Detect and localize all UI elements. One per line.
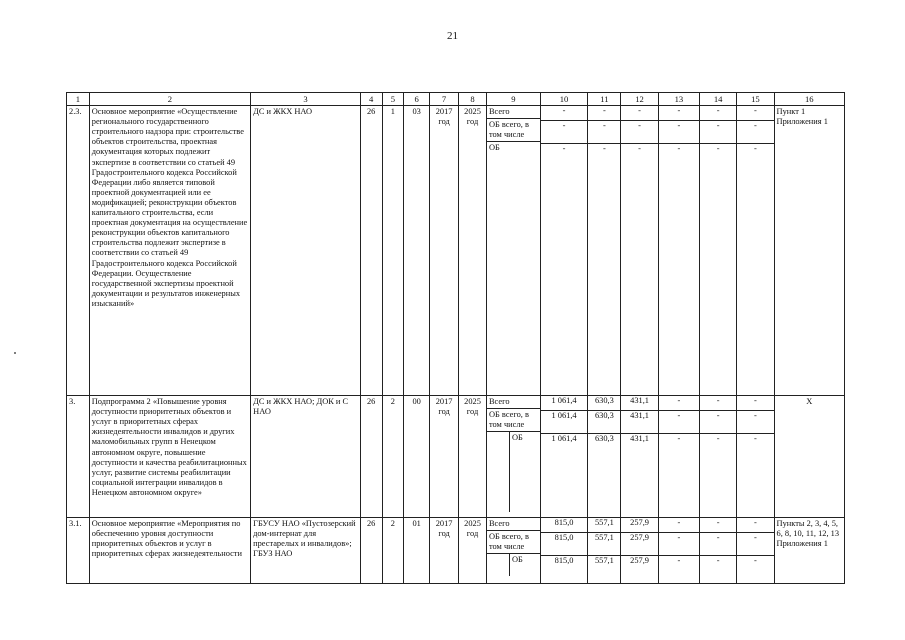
header-cell: 4 xyxy=(360,93,382,106)
start-year: 2017 год xyxy=(430,106,459,396)
header-cell: 15 xyxy=(737,93,774,106)
value-cell: 431,1 xyxy=(630,434,649,444)
value-cell: 815,0 xyxy=(541,518,588,533)
value-cell: - xyxy=(700,121,736,144)
value-cell: - xyxy=(659,533,699,556)
code-om: 01 xyxy=(404,518,430,584)
reference-cell: Пункт 1 Приложения 1 xyxy=(774,106,844,396)
header-cell: 5 xyxy=(382,93,404,106)
header-cell: 2 xyxy=(89,93,250,106)
reference-cell: Пункты 2, 3, 4, 5, 6, 8, 10, 11, 12, 13 Приложения 1 xyxy=(774,518,844,584)
value-cell: 257,9 xyxy=(621,533,657,556)
value-cell: - xyxy=(700,518,736,533)
header-cell: 9 xyxy=(486,93,540,106)
measure-name: Подпрограмма 2 «Повышение уровня доступности приоритетных объектов и услуг в приоритетных сферах жизнедеятельности инвалидов и других маломобильных групп в Ненецком автономном округе, повышение доступности и качества реабилитационных услуг, развитие системы реабилитации социальной интеграции инвалидов в Ненецком автономном округе» xyxy=(89,396,250,518)
value-cell: - xyxy=(638,144,641,154)
value-cell: - xyxy=(737,121,773,144)
value-cell: - xyxy=(716,556,720,566)
table-row xyxy=(67,518,845,584)
value-cell: 557,1 xyxy=(588,533,620,556)
header-cell: 10 xyxy=(540,93,588,106)
executor: ДС и ЖКХ НАО; ДОК и С НАО xyxy=(251,396,361,518)
value-cell: - xyxy=(700,411,736,434)
value-cell: - xyxy=(588,121,620,144)
funding-sources xyxy=(486,518,540,584)
value-cell: - xyxy=(737,106,773,121)
value-cell: - xyxy=(562,144,566,154)
code-om: 00 xyxy=(404,396,430,518)
end-year: 2025 год xyxy=(459,396,487,518)
value-cell: - xyxy=(659,121,699,144)
page-number: 21 xyxy=(447,30,458,42)
value-cell: - xyxy=(677,556,681,566)
value-cell: 1 061,4 xyxy=(541,396,588,411)
value-cell: - xyxy=(677,434,681,444)
value-cell: 257,9 xyxy=(630,556,649,566)
value-cell: - xyxy=(754,556,757,566)
value-cell: 431,1 xyxy=(621,396,657,411)
funding-sources xyxy=(486,396,540,518)
header-cell: 16 xyxy=(774,93,844,106)
table-row xyxy=(67,106,845,396)
value-cell: 1 061,4 xyxy=(541,411,588,434)
code-om: 03 xyxy=(404,106,430,396)
value-cell: 630,3 xyxy=(588,396,620,411)
header-cell: 7 xyxy=(430,93,459,106)
value-cell: 557,1 xyxy=(588,518,620,533)
executor: ДС и ЖКХ НАО xyxy=(251,106,361,396)
value-cell: 257,9 xyxy=(621,518,657,533)
code-pp: 2 xyxy=(382,396,404,518)
header-cell: 12 xyxy=(621,93,658,106)
value-cell: - xyxy=(737,533,773,556)
source-label: Всего xyxy=(487,106,540,119)
executor: ГБУСУ НАО «Пустозерский дом-интернат для престарелых и инвалидов»; ГБУЗ НАО xyxy=(251,518,361,584)
code-pp: 2 xyxy=(382,518,404,584)
value-cell: 1 061,4 xyxy=(551,434,577,444)
header-cell: 3 xyxy=(251,93,361,106)
header-cell: 14 xyxy=(700,93,737,106)
measure-name: Основное мероприятие «Мероприятия по обеспечению уровня доступности приоритетных объектов и услуг в приоритетных сферах жизнедеятельности xyxy=(89,518,250,584)
value-cell: - xyxy=(541,121,588,144)
source-label: ОБ xyxy=(488,143,500,153)
measure-name: Основное мероприятие «Осуществление регионального государственного строительного надзора при: строительстве объектов строительства, проектная документация которых подлежит экспертизе в соответствии со статьей 49 Градостроительного кодекса Российской Федерации либо является типовой проектной документацией или ее модификацией; реконструкции объектов капитального строительства, если проектная документация на осуществление реконструкции объектов капитального строительства подлежит экспертизе в соответствии со статьей 49 Градостроительного кодекса Российской Федерации. Осуществление государственной экспертизы проектной документации и результатов инженерных изысканий» xyxy=(89,106,250,396)
code-gp: 26 xyxy=(360,396,382,518)
value-cell: - xyxy=(737,518,773,533)
value-cell: - xyxy=(700,396,736,411)
header-row xyxy=(67,93,845,106)
scan-speck xyxy=(14,352,16,354)
code-gp: 26 xyxy=(360,518,382,584)
source-label: Всего xyxy=(487,518,540,531)
end-year: 2025 год xyxy=(459,106,487,396)
value-cell: - xyxy=(700,106,736,121)
value-cell: - xyxy=(754,434,757,444)
value-cell: - xyxy=(754,144,757,154)
row-number: 2.3. xyxy=(67,106,90,396)
program-table xyxy=(66,92,845,584)
value-cell: - xyxy=(588,106,620,121)
funding-sources xyxy=(486,106,540,396)
start-year: 2017 год xyxy=(430,396,459,518)
value-cell: - xyxy=(659,106,699,121)
start-year: 2017 год xyxy=(430,518,459,584)
value-cell: - xyxy=(602,144,606,154)
end-year: 2025 год xyxy=(459,518,487,584)
value-cell: - xyxy=(541,106,588,121)
value-cell: 557,1 xyxy=(594,556,614,566)
table-row xyxy=(67,396,845,518)
source-label: ОБ всего, в том числе xyxy=(487,531,540,554)
value-cell: 630,3 xyxy=(588,411,620,434)
source-label: Всего xyxy=(487,396,540,409)
header-cell: 1 xyxy=(67,93,90,106)
value-cell: 431,1 xyxy=(621,411,657,434)
value-cell: - xyxy=(700,533,736,556)
code-gp: 26 xyxy=(360,106,382,396)
source-label: ОБ xyxy=(511,555,523,565)
row-number: 3.1. xyxy=(67,518,90,584)
value-cell: - xyxy=(716,144,720,154)
value-cell: 815,0 xyxy=(541,533,588,556)
reference-cell: X xyxy=(774,396,844,518)
header-cell: 13 xyxy=(658,93,699,106)
value-cell: - xyxy=(621,106,657,121)
value-cell: 815,0 xyxy=(554,556,574,566)
source-label: ОБ всего, в том числе xyxy=(487,409,540,432)
header-cell: 8 xyxy=(459,93,487,106)
source-label: ОБ xyxy=(511,433,523,443)
value-cell: - xyxy=(737,396,773,411)
value-cell: - xyxy=(677,144,681,154)
header-cell: 11 xyxy=(588,93,621,106)
value-cell: - xyxy=(716,434,720,444)
value-cell: - xyxy=(659,518,699,533)
value-cell: - xyxy=(659,411,699,434)
row-number: 3. xyxy=(67,396,90,518)
value-cell: - xyxy=(737,411,773,434)
value-cell: 630,3 xyxy=(594,434,614,444)
value-cell: - xyxy=(659,396,699,411)
code-pp: 1 xyxy=(382,106,404,396)
source-label: ОБ всего, в том числе xyxy=(487,119,540,142)
header-cell: 6 xyxy=(404,93,430,106)
value-cell: - xyxy=(621,121,657,144)
